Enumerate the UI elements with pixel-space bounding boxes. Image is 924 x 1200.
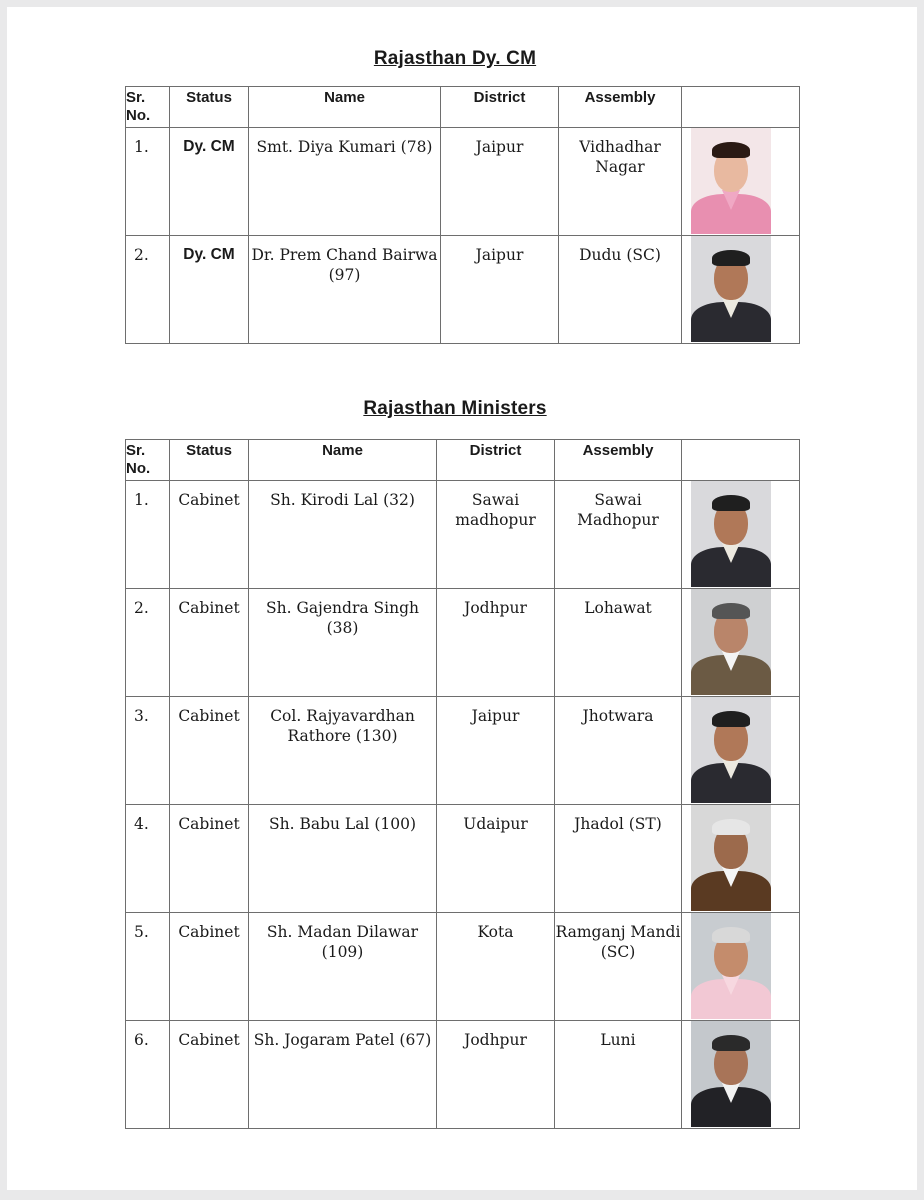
row-photo bbox=[682, 913, 800, 1021]
row-status: Cabinet bbox=[170, 481, 249, 589]
table-row bbox=[126, 481, 800, 589]
row-assembly: Ramganj Mandi (SC) bbox=[555, 913, 682, 1021]
row-name: Col. Rajyavardhan Rathore (130) bbox=[249, 697, 437, 805]
row-district: Jodhpur bbox=[437, 589, 555, 697]
portrait-man-dark-jacket-icon bbox=[691, 236, 771, 342]
row-district: Udaipur bbox=[437, 805, 555, 913]
header-district: District bbox=[437, 440, 555, 481]
header-assembly: Assembly bbox=[555, 440, 682, 481]
row-sr-no: 1. bbox=[126, 481, 170, 589]
header-photo bbox=[682, 87, 800, 128]
row-name: Sh. Madan Dilawar (109) bbox=[249, 913, 437, 1021]
dycm-section-title: Rajasthan Dy. CM bbox=[373, 48, 537, 69]
row-district: Sawai madhopur bbox=[437, 481, 555, 589]
row-assembly: Vidhadhar Nagar bbox=[559, 128, 682, 236]
row-assembly: Jhadol (ST) bbox=[555, 805, 682, 913]
row-assembly: Luni bbox=[555, 1021, 682, 1129]
header-district: District bbox=[441, 87, 559, 128]
row-district: Jaipur bbox=[437, 697, 555, 805]
row-photo bbox=[682, 805, 800, 913]
row-name: Dr. Prem Chand Bairwa (97) bbox=[249, 236, 441, 344]
ministers-section-title: Rajasthan Ministers bbox=[363, 398, 547, 419]
row-district: Jaipur bbox=[441, 128, 559, 236]
row-assembly: Dudu (SC) bbox=[559, 236, 682, 344]
row-assembly: Lohawat bbox=[555, 589, 682, 697]
table-header-row bbox=[126, 87, 800, 128]
table-row bbox=[126, 236, 800, 344]
ministers-table bbox=[125, 439, 800, 1129]
row-name: Sh. Jogaram Patel (67) bbox=[249, 1021, 437, 1129]
table-row bbox=[126, 589, 800, 697]
table-row bbox=[126, 1021, 800, 1129]
header-status: Status bbox=[170, 440, 249, 481]
row-assembly: Jhotwara bbox=[555, 697, 682, 805]
portrait-man-dark-jacket-icon bbox=[691, 697, 771, 803]
dycm-table bbox=[125, 86, 800, 344]
row-status: Cabinet bbox=[170, 913, 249, 1021]
row-sr-no: 2. bbox=[126, 236, 170, 344]
row-district: Jodhpur bbox=[437, 1021, 555, 1129]
row-status: Dy. CM bbox=[170, 128, 249, 236]
row-assembly: Sawai Madhopur bbox=[555, 481, 682, 589]
header-photo bbox=[682, 440, 800, 481]
row-sr-no: 1. bbox=[126, 128, 170, 236]
row-status: Cabinet bbox=[170, 1021, 249, 1129]
portrait-man-pink-shirt-icon bbox=[691, 913, 771, 1019]
row-name: Sh. Babu Lal (100) bbox=[249, 805, 437, 913]
row-photo bbox=[682, 589, 800, 697]
row-district: Jaipur bbox=[441, 236, 559, 344]
table-header-row bbox=[126, 440, 800, 481]
row-photo bbox=[682, 697, 800, 805]
row-sr-no: 6. bbox=[126, 1021, 170, 1129]
table-row bbox=[126, 128, 800, 236]
row-name: Sh. Gajendra Singh (38) bbox=[249, 589, 437, 697]
table-row bbox=[126, 913, 800, 1021]
header-sr-no: Sr. No. bbox=[126, 440, 170, 481]
row-photo bbox=[682, 481, 800, 589]
row-name: Smt. Diya Kumari (78) bbox=[249, 128, 441, 236]
row-status: Cabinet bbox=[170, 697, 249, 805]
portrait-man-brown-vest-icon bbox=[691, 805, 771, 911]
portrait-man-white-shirt-icon bbox=[691, 589, 771, 695]
table-row bbox=[126, 697, 800, 805]
row-photo bbox=[682, 236, 800, 344]
portrait-woman-pink-dupatta-icon bbox=[691, 128, 771, 234]
header-name: Name bbox=[249, 440, 437, 481]
portrait-man-black-vest-icon bbox=[691, 1021, 771, 1127]
portrait-man-dark-jacket-icon bbox=[691, 481, 771, 587]
header-sr-no: Sr. No. bbox=[126, 87, 170, 128]
row-sr-no: 2. bbox=[126, 589, 170, 697]
row-status: Cabinet bbox=[170, 805, 249, 913]
row-photo bbox=[682, 128, 800, 236]
row-sr-no: 4. bbox=[126, 805, 170, 913]
header-name: Name bbox=[249, 87, 441, 128]
row-photo bbox=[682, 1021, 800, 1129]
header-assembly: Assembly bbox=[559, 87, 682, 128]
header-status: Status bbox=[170, 87, 249, 128]
row-sr-no: 3. bbox=[126, 697, 170, 805]
row-sr-no: 5. bbox=[126, 913, 170, 1021]
row-status: Cabinet bbox=[170, 589, 249, 697]
row-name: Sh. Kirodi Lal (32) bbox=[249, 481, 437, 589]
row-district: Kota bbox=[437, 913, 555, 1021]
row-status: Dy. CM bbox=[170, 236, 249, 344]
table-row bbox=[126, 805, 800, 913]
